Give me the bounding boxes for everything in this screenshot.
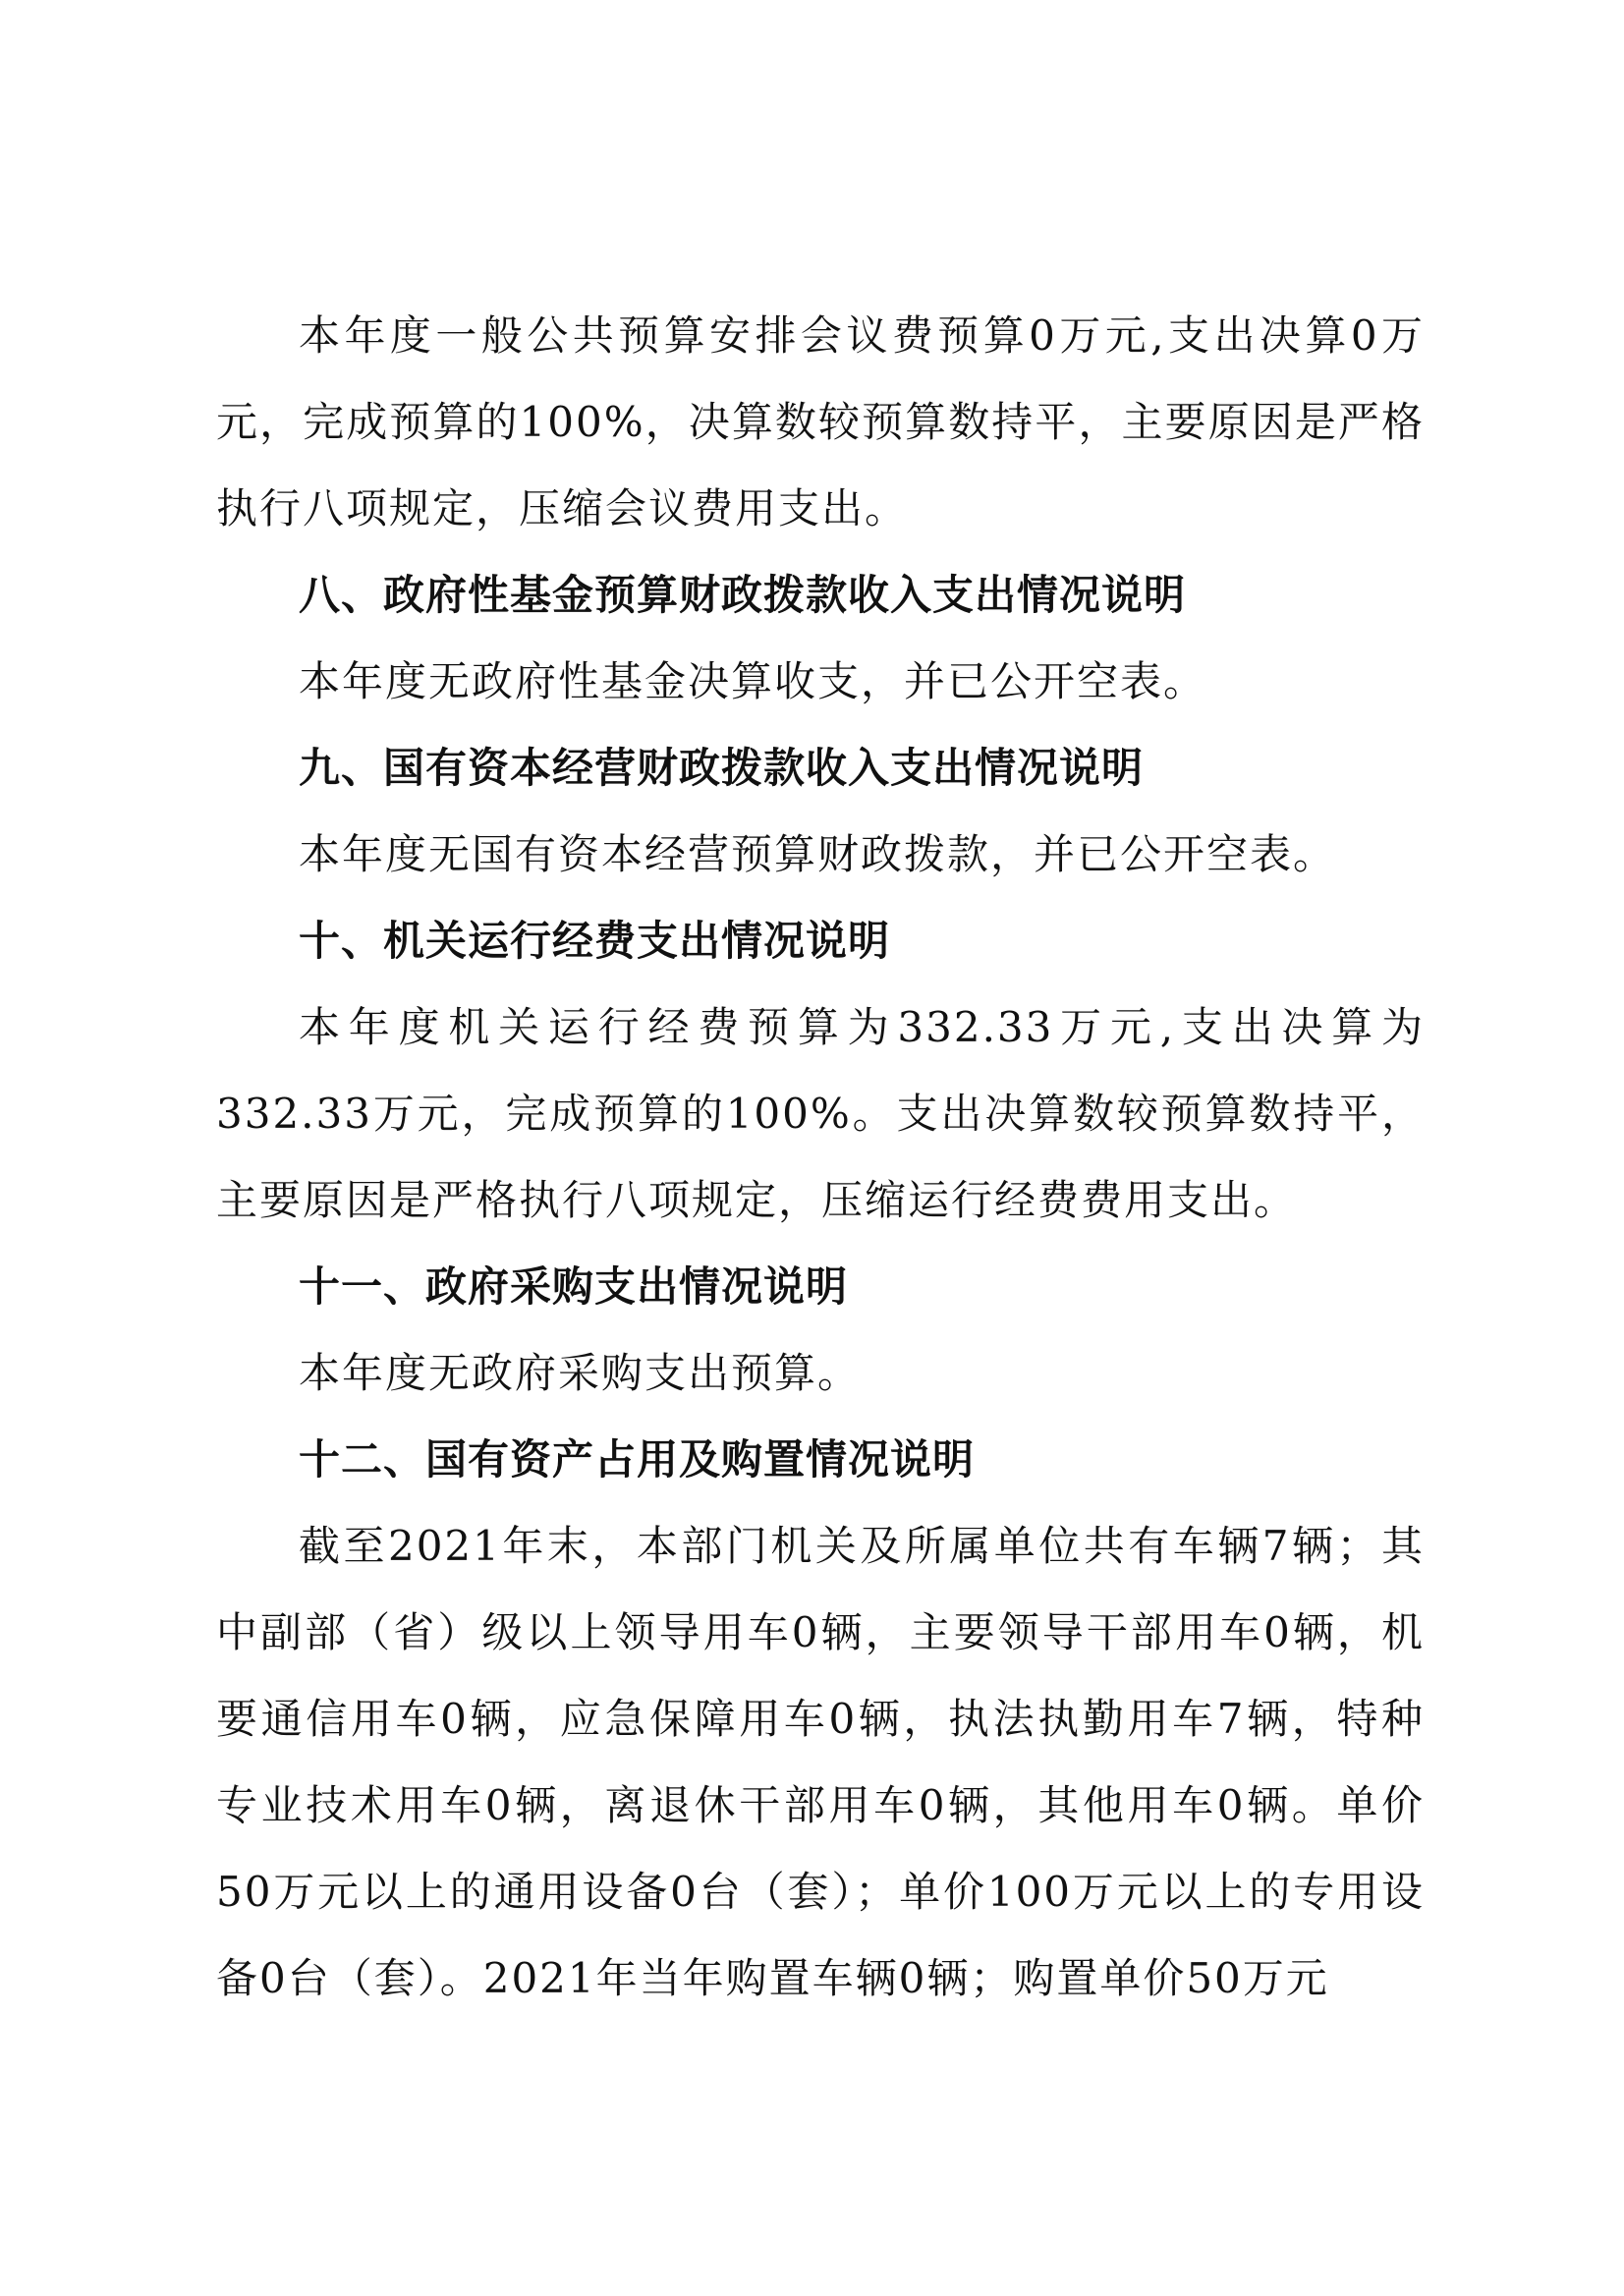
- section-12-heading: 十二、国有资产占用及购置情况说明: [299, 1435, 976, 1484]
- document-page: [216, 293, 1425, 2022]
- section-8-heading: 八、政府性基金预算财政拨款收入支出情况说明: [299, 571, 1187, 619]
- section-10-heading: 十、机关运行经费支出情况说明: [299, 917, 891, 965]
- section-9-paragraph: 本年度无国有资本经营预算财政拨款，并已公开空表。: [299, 830, 1337, 878]
- section-12-paragraph: 截至2021年末，本部门机关及所属单位共有车辆7辆；其中副部（省）级以上领导用车0辆，主要领导干部用车0辆，机要通信用车0辆，应急保障用车0辆，执法执勤用车7辆，特种专业技术用车0辆，离退休干部用车0辆，其他用车0辆。单价50万元以上的通用设备0台（套）；单价100万元以上的专用设备0台（套）。2021年当年购置车辆0辆；购置单价50万元: [216, 1522, 1425, 2002]
- section-11-heading: 十一、政府采购支出情况说明: [299, 1262, 849, 1311]
- section-10-paragraph: 本年度机关运行经费预算为332.33万元,支出决算为332.33万元，完成预算的100%。支出决算数较预算数持平，主要原因是严格执行八项规定，压缩运行经费费用支出。: [216, 1003, 1425, 1224]
- section-8-paragraph: 本年度无政府性基金决算收支，并已公开空表。: [299, 657, 1207, 705]
- meeting-expense-paragraph: 本年度一般公共预算安排会议费预算0万元,支出决算0万元，完成预算的100%，决算数较预算数持平，主要原因是严格执行八项规定，压缩会议费用支出。: [216, 311, 1425, 532]
- section-11-paragraph: 本年度无政府采购支出预算。: [299, 1349, 862, 1397]
- section-9-heading: 九、国有资本经营财政拨款收入支出情况说明: [299, 744, 1145, 792]
